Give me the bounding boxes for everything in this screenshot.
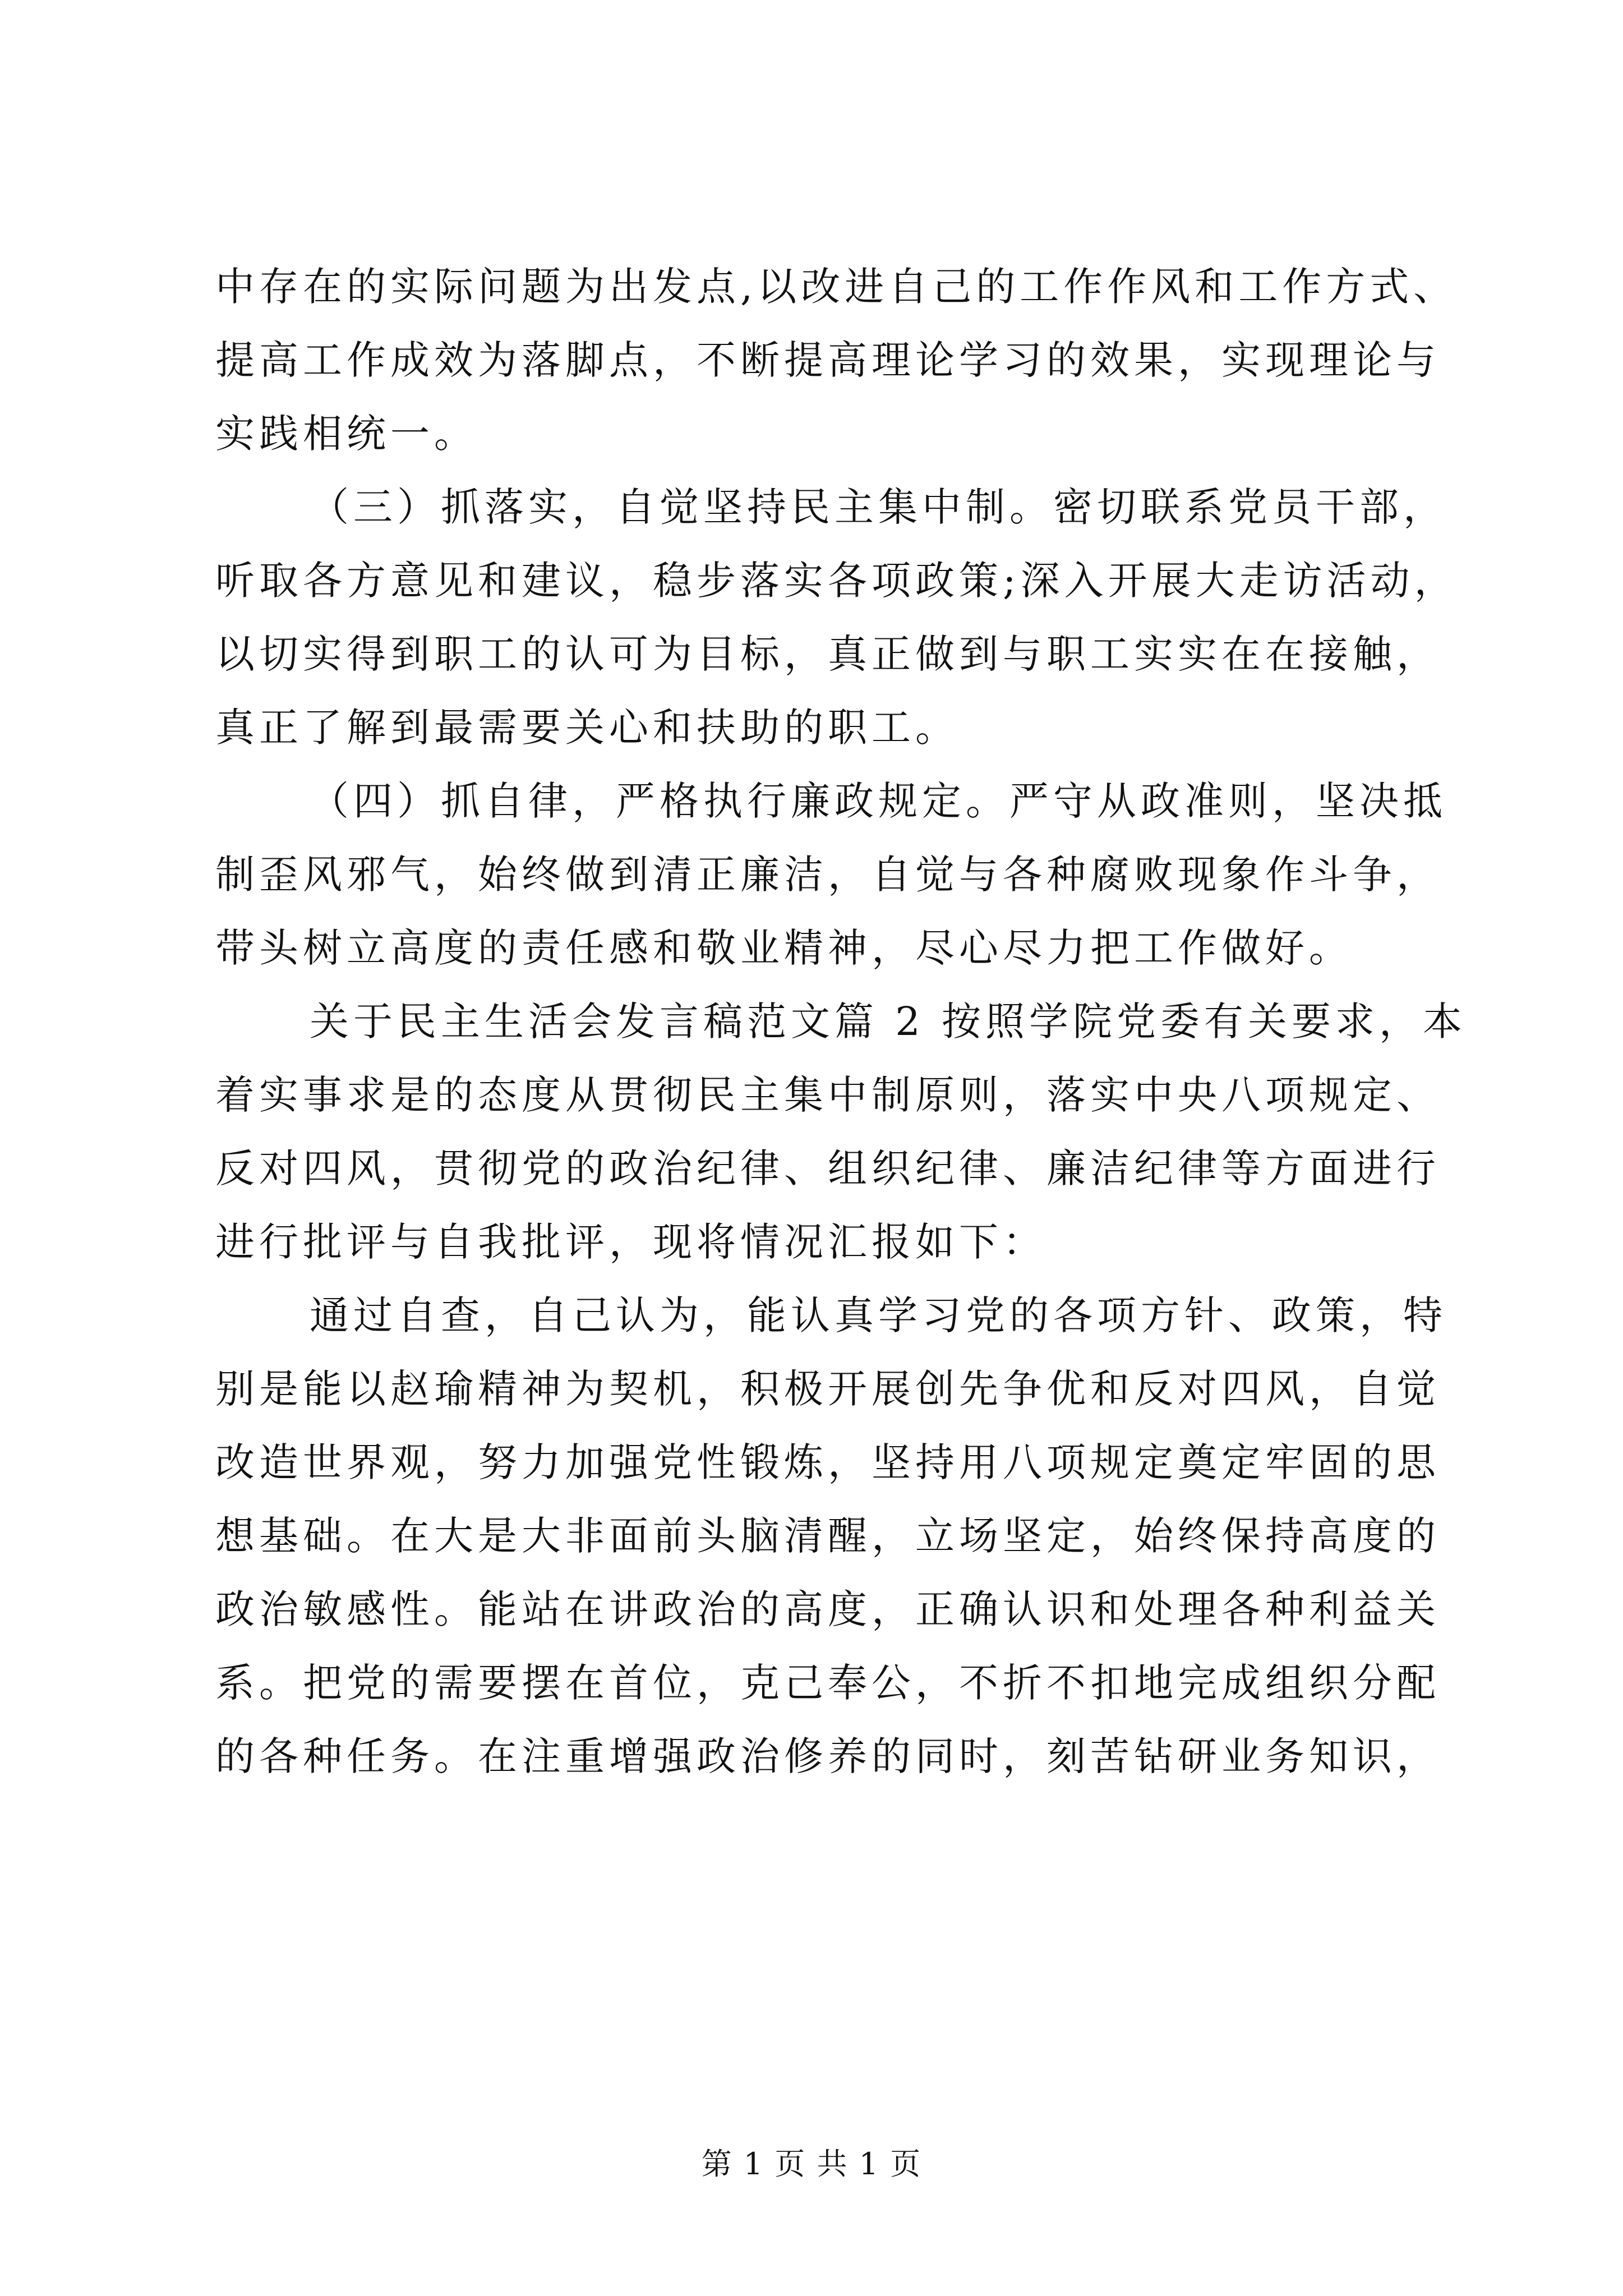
text-line-indented: （四）抓自律，严格执行廉政规定。严守从政准则，坚决抵 <box>310 778 1447 824</box>
text-line: 政治敏感性。能站在讲政治的高度，正确认识和处理各种利益关 <box>215 1586 1440 1632</box>
text-line: 中存在的实际问题为出发点,以改进自己的工作作风和工作方式、 <box>215 264 1458 310</box>
text-line-indented: （三）抓落实，自觉坚持民主集中制。密切联系党员干部， <box>310 484 1447 530</box>
text-line: 系。把党的需要摆在首位，克己奉公，不折不扣地完成组织分配 <box>215 1660 1440 1706</box>
text-line: 反对四风，贯彻党的政治纪律、组织纪律、廉洁纪律等方面进行 <box>215 1145 1440 1191</box>
text-line: 提高工作成效为落脚点，不断提高理论学习的效果，实现理论与 <box>215 337 1440 383</box>
text-line: 进行批评与自我批评，现将情况汇报如下： <box>215 1219 1046 1265</box>
text-line: 着实事求是的态度从贯彻民主集中制原则，落实中央八项规定、 <box>215 1072 1440 1118</box>
text-line: 带头树立高度的责任感和敬业精神，尽心尽力把工作做好。 <box>215 925 1353 971</box>
text-line: 以切实得到职工的认可为目标，真正做到与职工实实在在接触， <box>215 631 1440 677</box>
text-line: 制歪风邪气，始终做到清正廉洁，自觉与各种腐败现象作斗争， <box>215 852 1440 898</box>
text-line: 改造世界观，努力加强党性锻炼，坚持用八项规定奠定牢固的思 <box>215 1439 1440 1485</box>
text-line-indented: 关于民主生活会发言稿范文篇 2 按照学院党委有关要求，本 <box>310 999 1467 1045</box>
text-line: 别是能以赵瑜精神为契机，积极开展创先争优和反对四风，自觉 <box>215 1366 1440 1412</box>
text-line: 真正了解到最需要关心和扶助的职工。 <box>215 705 959 751</box>
text-line-indented: 通过自查，自己认为，能认真学习党的各项方针、政策，特 <box>310 1292 1447 1338</box>
page-number-footer: 第 1 页 共 1 页 <box>701 2146 922 2182</box>
text-line: 想基础。在大是大非面前头脑清醒，立场坚定，始终保持高度的 <box>215 1513 1440 1559</box>
text-line: 的各种任务。在注重增强政治修养的同时，刻苦钻研业务知识， <box>215 1733 1440 1779</box>
text-line: 听取各方意见和建议，稳步落实各项政策;深入开展大走访活动， <box>215 558 1458 604</box>
document-body <box>215 250 1467 1793</box>
text-line: 实践相统一。 <box>215 411 478 457</box>
